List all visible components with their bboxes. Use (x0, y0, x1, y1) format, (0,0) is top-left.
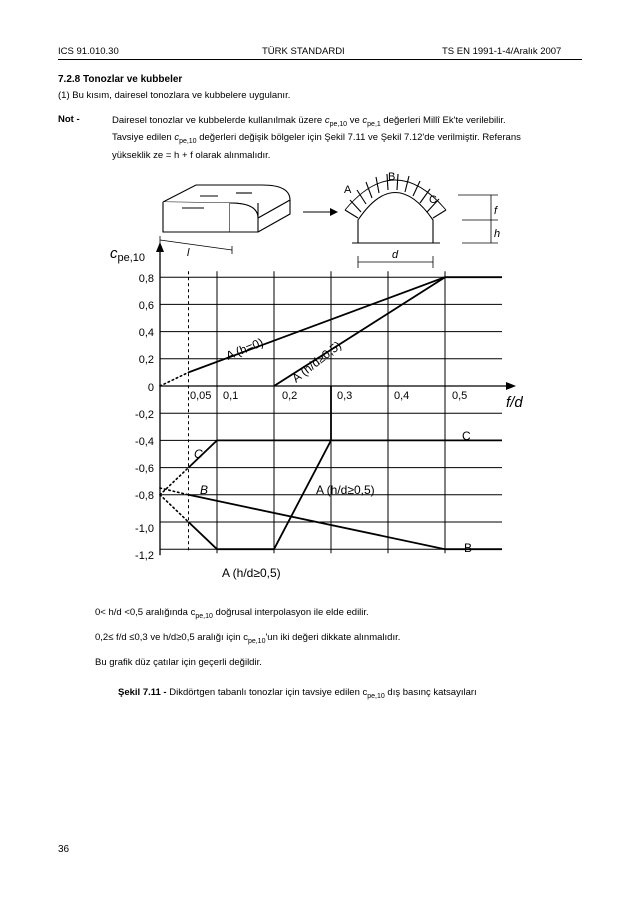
note-line-2: Tavsiye edilen $c_{pe,10}$ değerleri değişik bölgeler için Şekil 7.11 ve Şekil 7.12'de verilmiştir. Referans (112, 132, 521, 146)
x-tick-label: 0,3 (337, 390, 353, 402)
series-line-1 (160, 372, 189, 386)
vault-3d-sketch (160, 185, 290, 254)
x-tick-label: 0,4 (394, 390, 410, 402)
sketch-label-d: d (392, 249, 399, 261)
arrow-icon (303, 208, 338, 216)
curve-label-c-left: C (194, 447, 203, 461)
footnote-1: 0< h/d <0,5 aralığında $c_{pe,10}$ doğrusal interpolasyon ile elde edilir. (95, 607, 369, 620)
curve-labels (194, 335, 472, 580)
y-tick-label: -0,6 (135, 463, 154, 475)
header-standard-code: ICS 91.010.30 (58, 46, 119, 57)
x-axis-label: f/d (506, 394, 523, 411)
section-intro: (1) Bu kısım, dairesel tonozlara ve kubbelere uygulanır. (58, 90, 291, 101)
series-line-4 (160, 495, 189, 522)
header-title: TÜRK STANDARDI (262, 46, 345, 57)
x-tick-label: 0,1 (223, 390, 239, 402)
header-doc-id: TS EN 1991-1-4/Aralık 2007 (442, 46, 562, 57)
sketch-label-B: B (388, 171, 396, 183)
y-tick-label: -0,8 (135, 490, 154, 502)
curve-label-c-right: C (462, 429, 471, 443)
y-axis-arrow (156, 242, 164, 252)
note-label: Not - (58, 114, 80, 125)
y-tick-label: 0 (147, 382, 154, 394)
curve-label-a-h05-upper: A (h/d≥0,5) (289, 338, 345, 386)
x-tick-label: 0,05 (190, 390, 212, 402)
y-tick-label: 0,6 (138, 300, 154, 312)
y-tick-label: -1,0 (135, 523, 154, 535)
y-tick-label: 0,4 (138, 327, 154, 339)
sketch-label-C: C (429, 194, 437, 206)
sketch-label-h: h (494, 228, 501, 240)
curve-label-a-h05-mid: A (h/d≥0,5) (316, 483, 375, 497)
y-tick-label: 0,8 (138, 273, 154, 285)
sketch-label-f: f (494, 205, 498, 217)
curve-label-a-h0: A (h=0) (223, 335, 266, 363)
x-tick-label: 0,2 (282, 390, 298, 402)
figure-caption: Şekil 7.11 - Dikdörtgen tabanlı tonozlar için tavsiye edilen $c_{pe,10}$ dış basınç katsayıları (118, 687, 477, 700)
series-line-5 (189, 440, 503, 467)
x-tick-label: 0,5 (452, 390, 468, 402)
x-axis-arrow (506, 382, 516, 390)
sketch-label-l: l (187, 247, 190, 259)
y-tick-label: -0,4 (135, 436, 154, 448)
note-line-1: Dairesel tonozlar ve kubbelerde kullanılmak üzere $c_{pe,10}$ ve $c_{pe,1}$ değerleri Millî Ek'te verilebilir. (112, 115, 506, 128)
curve-label-a-h05-bottom: A (h/d≥0,5) (222, 566, 281, 580)
curve-label-b-left: B (200, 483, 209, 497)
curve-label-b-right: B (464, 541, 473, 555)
y-tick-label: -1,2 (135, 550, 154, 562)
vault-cross-section (345, 174, 501, 268)
y-tick-label: 0,2 (138, 354, 154, 366)
y-axis-label: $c_{pe,10}$ (110, 245, 146, 264)
footnote-3: Bu grafik düz çatılar için geçerli değildir. (95, 657, 262, 668)
sketch-label-A: A (344, 184, 352, 196)
footnote-2: 0,2≤ f/d ≤0,3 ve h/d≥0,5 aralığı için $c_{pe,10}'un$ iki değeri dikkate alınmalıdır. (95, 632, 401, 645)
y-tick-label: -0,2 (135, 409, 154, 421)
note-line-3: yükseklik ze = h + f olarak alınmalıdır. (112, 149, 271, 161)
page-number: 36 (58, 844, 70, 855)
section-title: 7.2.8 Tonozlar ve kubbeler (58, 74, 183, 85)
x-tick-labels (190, 390, 467, 402)
y-tick-labels (135, 273, 154, 562)
